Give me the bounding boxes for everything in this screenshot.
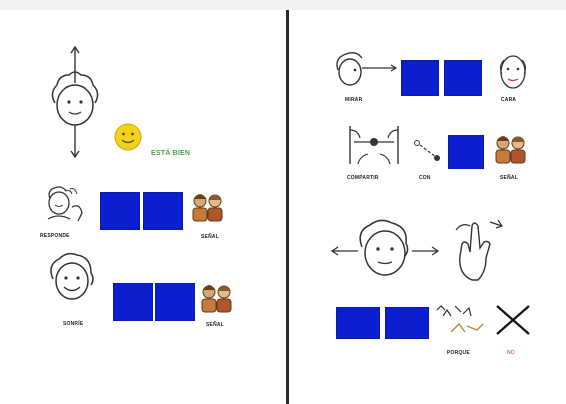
head-up-down-icon <box>45 45 105 160</box>
blue-square <box>155 283 195 321</box>
with-icon <box>413 138 443 164</box>
two-people-icon <box>190 191 226 225</box>
two-people-icon <box>493 133 529 167</box>
smiley-icon <box>113 122 143 152</box>
blue-square <box>113 283 153 321</box>
blue-square <box>444 60 482 96</box>
row2-left-caption: SONRÍE <box>63 321 84 327</box>
status-label: ESTÁ BIEN <box>151 150 191 157</box>
two-people-icon <box>199 282 235 316</box>
smiling-face-icon <box>47 253 97 305</box>
row1-left-caption: RESPONDE <box>40 233 70 239</box>
right-row2-mid-caption: CON <box>419 175 431 181</box>
right-row3-red-caption: NO <box>507 350 515 356</box>
blue-square <box>143 192 183 230</box>
blue-square <box>448 135 484 169</box>
sharing-people-icon <box>344 122 404 170</box>
top-band <box>0 0 566 10</box>
blue-square <box>401 60 439 96</box>
blue-square <box>100 192 140 230</box>
row2-right-caption: SEÑAL <box>206 322 224 328</box>
face-sideways-icon <box>330 217 440 281</box>
right-row3-caption: PORQUE <box>447 350 470 356</box>
hand-sign-icon <box>450 212 510 282</box>
responding-person-icon <box>44 185 88 225</box>
because-icon <box>433 302 487 338</box>
no-cross-icon <box>493 302 533 338</box>
right-row1-right-caption: CARA <box>501 97 517 103</box>
face-icon <box>496 52 530 92</box>
right-row1-left-caption: MIRAR <box>345 97 363 103</box>
blue-square <box>336 307 380 339</box>
right-row2-left-caption: COMPARTIR <box>347 175 379 181</box>
looking-person-icon <box>334 50 400 92</box>
row1-right-caption: SEÑAL <box>201 234 219 240</box>
right-row2-right-caption: SEÑAL <box>500 175 518 181</box>
blue-square <box>385 307 429 339</box>
center-divider <box>286 10 289 404</box>
